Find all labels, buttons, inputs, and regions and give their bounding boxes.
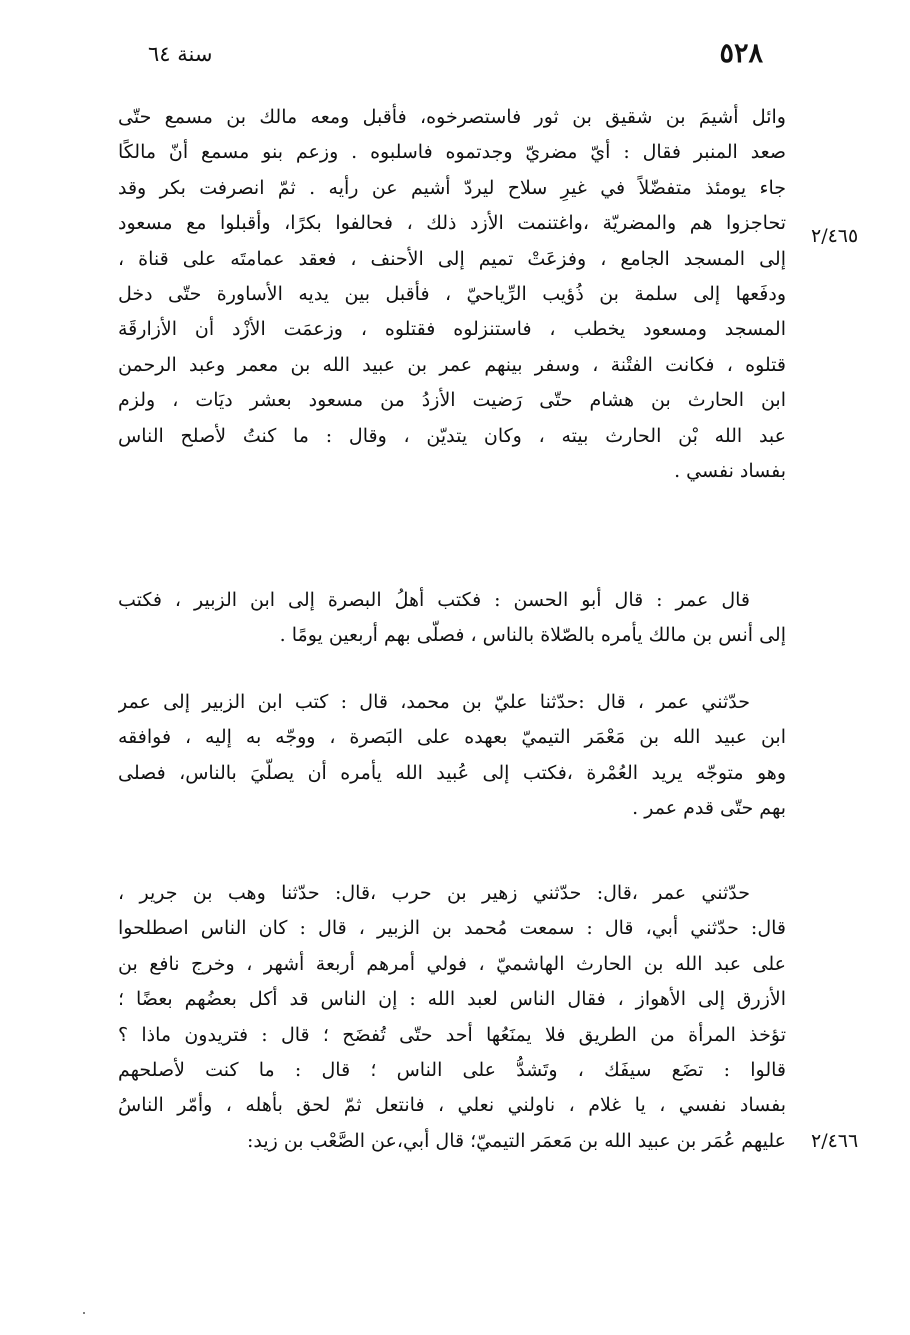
page-header [0,38,910,78]
running-head: سنة ٦٤ [148,42,213,66]
margin-reference: ٢/٤٦٥ [811,225,859,247]
text-line: قتلوه ، فكانت الفتْنة ، وسفر بينهم عمر بن عبيد الله بن معمر وعبد الرحمن [118,353,786,376]
text-line: قال: حدّثني أبي، قال : سمعت مُحمد بن الزبير ، قال : كان الناس اصطلحوا [118,917,786,940]
text-line: إلى أنس بن مالك يأمره بالصّلاة بالناس ، فصلّى بهم أربعين يومًا . [279,624,786,647]
text-line: جاء يومئذ متفضّلاً في غيرِ سلاح ليردّ أشيم عن رأيه . ثمّ انصرفت بكر وقد [118,176,786,199]
text-line: عبد الله بْن الحارث بيته ، وكان يتديّن ، وقال : ما كنتُ لأصلح الناس [118,424,786,447]
paragraph-2 [118,583,786,654]
margin-reference: ٢/٤٦٦ [811,1130,859,1152]
text-line: تؤخذ المرأة من الطريق فلا يمنَعُها أحد حتّى تُفضَح ؛ قال : فتريدون ماذا ؟ [118,1023,786,1046]
text-line: الأزرق إلى الأهواز ، فقال الناس لعبد الله : إن الناس قد أكل بعضُهم بعضًا ؛ [118,988,786,1011]
text-line: حدّثني عمر ، قال :حدّثنا عليّ بن محمد، قال : كتب ابن الزبير إلى عمر [118,691,750,713]
text-line: عليهم عُمَر بن عبيد الله بن مَعمَر التيميّ؛ قال أبي،عن الصَّعْب بن زيد: [246,1129,786,1152]
text-line: ودفَعها إلى سلمة بن ذُؤيب الرِّياحيّ ، فأقبل بين يديه الأساورة حتّى دخل [118,283,786,306]
text-line: المسجد ومسعود يخطب ، فاستنزلوه فقتلوه ، وزعمَت الأزْد أن الأزارقَة [118,318,786,341]
text-line: حدّثني عمر ،قال: حدّثني زهير بن حرب ،قال: حدّثنا وهب بن جرير ، [118,882,750,904]
paragraph-3 [118,685,786,827]
text-line: ابن عبيد الله بن مَعْمَر التيميّ بعهده على البَصرة ، ووجّه به إليه ، فوافقه [118,726,786,749]
print-speck [83,1312,85,1314]
text-line: بهم حتّى قدم عمر . [632,797,786,820]
text-line: إلى المسجد الجامع ، وفزعَتْ تميم إلى الأحنف ، فعقد عمامتَه على قناة ، [118,247,786,270]
text-line: وهو متوجّه يريد العُمْرة ،فكتب إلى عُبيد الله يأمره أن يصلّيَ بالناس، فصلى [118,761,786,784]
paragraph-4 [118,876,786,1159]
text-line: بفساد نفسي . [674,460,786,483]
text-line: قال عمر : قال أبو الحسن : فكتب أهلُ البصرة إلى ابن الزبير ، فكتب [118,589,750,611]
text-line: على عبد الله بن الحارث الهاشميّ ، فولي أمرهم أربعة أشهر ، وخرج نافع بن [118,952,786,975]
text-line: وائل أشيمَ بن شقيق بن ثور فاستصرخوه، فأقبل ومعه مالك بن مسمع حتّى [118,106,786,128]
page-number: ٥٢٨ [719,38,763,69]
text-line: صعد المنبر فقال : أيّ مضريّ وجدتموه فاسلبوه . وزعم بنو مسمع أنّ مالكًا [118,141,786,164]
paragraph-1 [118,100,786,489]
text-line: تحاجزوا هم والمضريّة ،واغتنمت الأزد ذلك ، فحالفوا بكرًا، وأقبلوا مع مسعود [118,212,786,235]
text-line: بفساد نفسي ، يا غلام ، ناولني نعلي ، فانتعل ثمّ لحق بأهله ، وأمّر الناسُ [118,1094,786,1117]
text-line: قالوا : تضَع سيفَك ، وتَشدُّ على الناس ؛ قال : ما كنت لأصلحهم [118,1059,786,1082]
text-line: ابن الحارث بن هشام حتّى رَضيت الأزدُ من مسعود بعشر ديَات ، ولزم [118,389,786,412]
